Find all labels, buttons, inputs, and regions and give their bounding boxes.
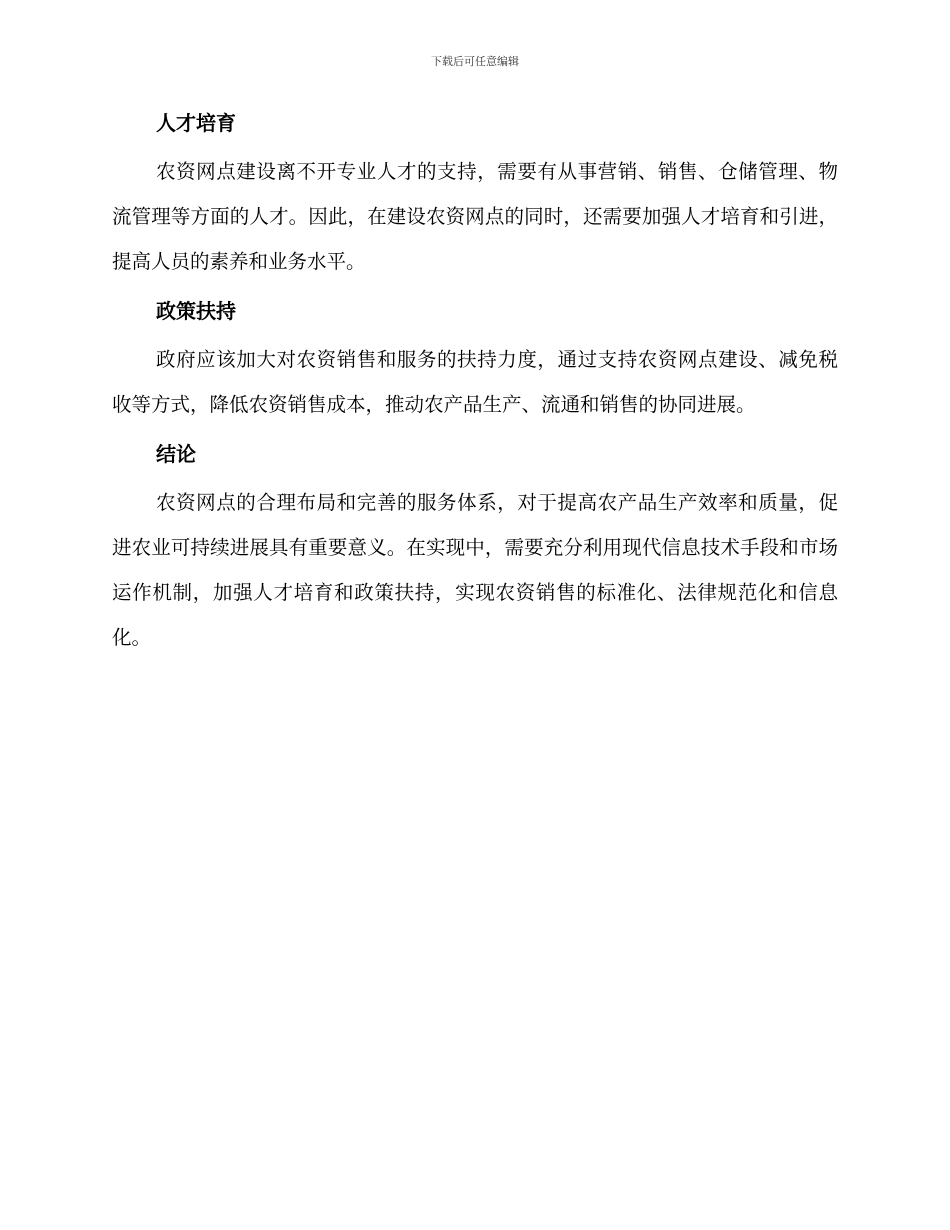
section-paragraph: 农资网点建设离不开专业人才的支持，需要有从事营销、销售、仓储管理、物流管理等方面的人才。因此，在建设农资网点的同时，还需要加强人才培育和引进，提高人员的素养和业务水平。 [112, 160, 838, 273]
section-heading: 结论 [156, 442, 196, 466]
document-content [112, 108, 838, 660]
section-paragraph: 农资网点的合理布局和完善的服务体系，对于提高农产品生产效率和质量，促进农业可持续进展具有重要意义。在实现中，需要充分利用现代信息技术手段和市场运作机制，加强人才培育和政策扶持，实现农资销售的标准化、法律规范化和信息化。 [112, 491, 838, 649]
section-policy-support [112, 296, 838, 427]
section-talent-training [112, 108, 838, 284]
section-heading: 人才培育 [156, 111, 236, 135]
section-heading: 政策扶持 [156, 299, 236, 323]
page-header-note: 下载后可任意编辑 [431, 55, 519, 68]
section-conclusion [112, 439, 838, 660]
section-paragraph: 政府应该加大对农资销售和服务的扶持力度，通过支持农资网点建设、减免税收等方式，降低农资销售成本，推动农产品生产、流通和销售的协同进展。 [112, 348, 838, 416]
